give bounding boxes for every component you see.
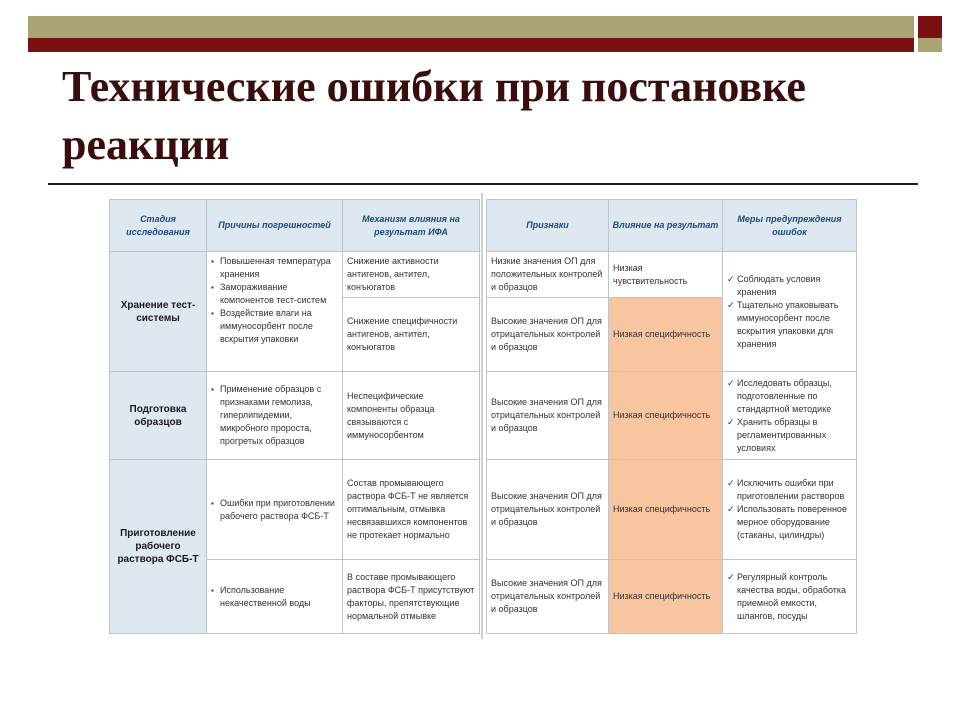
mechanism-cell: Неспецифические компоненты образца связываются с иммуносорбентом [343,372,480,460]
col-header-causes: Причины погрешностей [207,200,343,252]
measure-item: ✓ Хранить образцы в регламентированных условиях [727,416,852,455]
errors-table-right [486,199,857,634]
mechanism-cell: Снижение специфичности антигенов, антител, конъюгатов [343,298,480,372]
measure-item: ✓ Соблюдать условия хранения [727,273,852,299]
measure-item: ✓ Исследовать образцы, подготовленные по стандартной методике [727,377,852,416]
errors-table-left [109,199,480,634]
table-row [110,252,480,298]
measures-cell [723,460,857,560]
mechanism-cell: Состав промывающего раствора ФСБ-Т не является оптимальным, отмывка несвязавшихся компонентов не протекает нормально [343,460,480,560]
cause-item: ▪ Применение образцов с признаками гемолиза, гиперлипидемии, микробного пророста, прогретых образцов [211,383,338,448]
table-row [487,372,857,460]
measures-cell [723,252,857,372]
col-header-signs: Признаки [487,200,609,252]
header-bar-red [28,38,914,52]
corner-square-red [918,16,942,38]
table-row [110,372,480,460]
cause-item: ▪ Использование некачественной воды [211,584,338,610]
measure-item: ✓ Использовать поверенное мерное оборудование (стаканы, цилиндры) [727,503,852,542]
title-underline [48,183,918,185]
causes-cell [207,372,343,460]
effect-cell-highlight: Низкая специфичность [609,460,723,560]
sign-cell: Высокие значения ОП для отрицательных контролей и образцов [487,560,609,634]
causes-cell [207,460,343,560]
stage-cell: Приготовление рабочего раствора ФСБ-Т [110,460,207,634]
col-header-stage: Стадия исследования [110,200,207,252]
col-header-mechanism: Механизм влияния на результат ИФА [343,200,480,252]
cause-item: ▪ Повышенная температура хранения [211,255,338,281]
cause-item: ▪ Замораживание компонентов тест-систем [211,281,338,307]
mechanism-cell: В составе промывающего раствора ФСБ-Т присутствуют факторы, препятствующие нормальной отмывке [343,560,480,634]
causes-cell [207,252,343,372]
measure-item: ✓ Исключить ошибки при приготовлении растворов [727,477,852,503]
sign-cell: Высокие значения ОП для отрицательных контролей и образцов [487,298,609,372]
table-row [487,560,857,634]
effect-cell: Низкая чувствительность [609,252,723,298]
stage-cell: Подготовка образцов [110,372,207,460]
sign-cell: Высокие значения ОП для отрицательных контролей и образцов [487,372,609,460]
measures-cell [723,372,857,460]
corner-square-gold [918,38,942,52]
effect-cell-highlight: Низкая специфичность [609,560,723,634]
header-bar-gold [28,16,914,38]
table-split-divider [481,193,483,639]
col-header-effect: Влияние на результат [609,200,723,252]
measure-item: ✓ Тщательно упаковывать иммуносорбент после вскрытия упаковки для хранения [727,299,852,351]
measures-cell [723,560,857,634]
table-header-row [110,200,480,252]
effect-cell-highlight: Низкая специфичность [609,298,723,372]
sign-cell: Высокие значения ОП для отрицательных контролей и образцов [487,460,609,560]
causes-cell [207,560,343,634]
table-row [110,460,480,560]
sign-cell: Низкие значения ОП для положительных контролей и образцов [487,252,609,298]
measure-item: ✓ Регулярный контроль качества воды, обработка приемной емкости, шлангов, посуды [727,571,852,623]
table-row [487,252,857,298]
stage-cell: Хранение тест-системы [110,252,207,372]
cause-item: ▪ Ошибки при приготовлении рабочего раствора ФСБ-Т [211,497,338,523]
table-row [487,460,857,560]
cause-item: ▪ Воздействие влаги на иммуносорбент после вскрытия упаковки [211,307,338,346]
effect-cell-highlight: Низкая специфичность [609,372,723,460]
col-header-measures: Меры предупреждения ошибок [723,200,857,252]
mechanism-cell: Снижение активности антигенов, антител, конъюгатов [343,252,480,298]
slide-title: Технические ошибки при постановке реакции [62,62,806,169]
table-header-row [487,200,857,252]
